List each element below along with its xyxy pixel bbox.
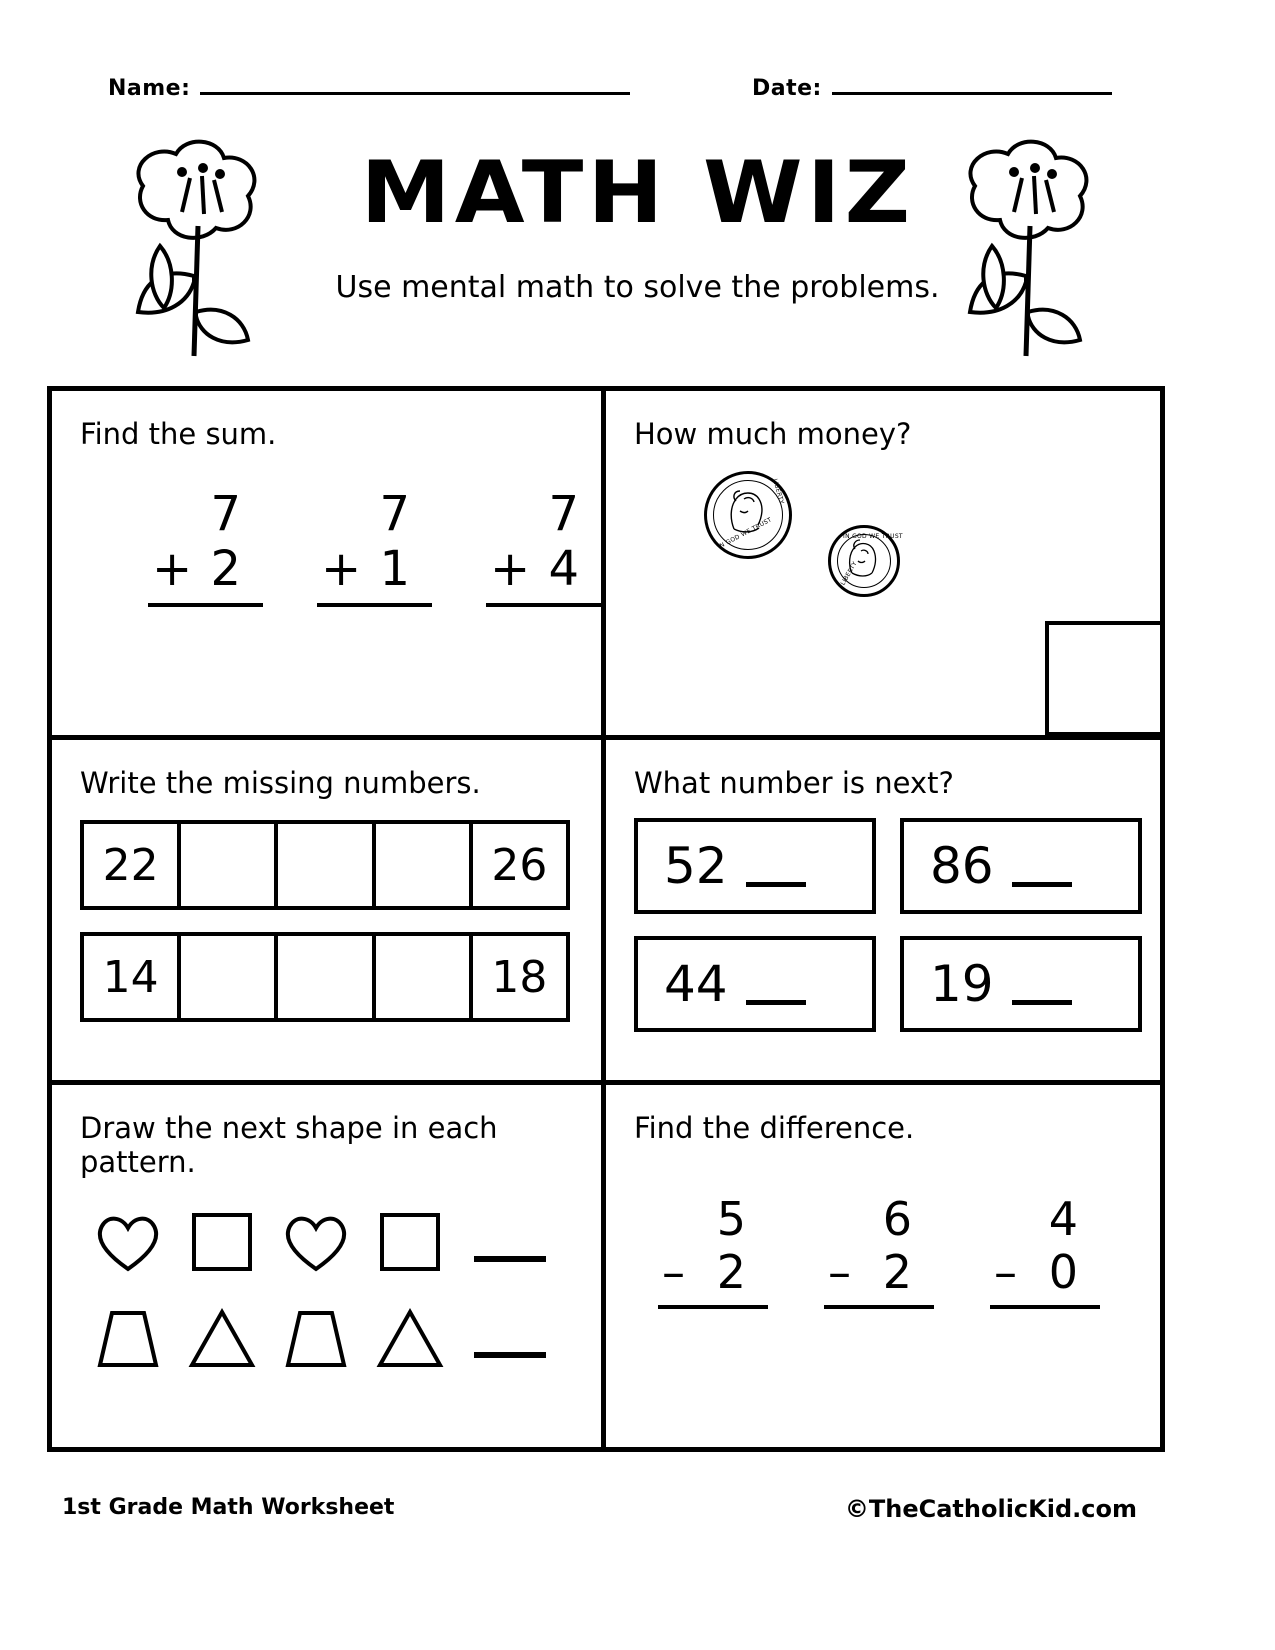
footer-site-credit: ©TheCatholicKid.com xyxy=(844,1495,1137,1523)
penny-liberty: LIBERTY xyxy=(839,560,859,587)
date-field-group xyxy=(752,72,1112,101)
operator-plus: + xyxy=(321,541,362,598)
addend-top: 7 xyxy=(379,486,410,542)
next-number-value: 86 xyxy=(930,837,994,895)
next-number-blank[interactable] xyxy=(746,846,806,887)
section-title-find-sum: Find the sum. xyxy=(80,417,277,451)
trapezoid-icon xyxy=(280,1305,352,1371)
subtrahend: 0 xyxy=(1048,1244,1078,1299)
section-title-find-difference: Find the difference. xyxy=(634,1111,915,1145)
name-input-line[interactable] xyxy=(200,72,630,95)
footer-worksheet-label: 1st Grade Math Worksheet xyxy=(62,1495,395,1520)
number-strip-cell[interactable] xyxy=(181,824,278,906)
title-area xyxy=(0,143,1275,305)
worksheet-grid xyxy=(47,386,1165,1452)
minuend: 5 xyxy=(716,1192,746,1246)
number-strip-cell[interactable] xyxy=(278,824,375,906)
nickel-motto: IN GOD WE TRUST xyxy=(716,516,774,551)
name-field-group xyxy=(108,72,630,101)
subtrahend: 2 xyxy=(882,1244,912,1299)
number-strip-row xyxy=(80,820,570,910)
penny-motto: IN GOD WE TRUST xyxy=(843,533,903,540)
minuend: 6 xyxy=(882,1192,912,1246)
heart-icon xyxy=(92,1209,164,1275)
next-number-box[interactable] xyxy=(900,936,1142,1032)
square-icon xyxy=(186,1209,258,1275)
name-label: Name: xyxy=(108,76,191,101)
addend-bottom: 1 xyxy=(379,541,410,598)
next-number-value: 44 xyxy=(664,955,728,1013)
addition-problem[interactable] xyxy=(317,487,432,607)
number-strip-cell[interactable] xyxy=(278,936,375,1018)
number-strip-cell[interactable]: 14 xyxy=(84,936,181,1018)
footer xyxy=(0,1495,1275,1535)
next-number-blank[interactable] xyxy=(1012,846,1072,887)
number-strip-cell[interactable]: 18 xyxy=(491,951,548,1003)
subtraction-problem[interactable] xyxy=(824,1193,934,1309)
addend-bottom: 4 xyxy=(548,541,579,598)
number-strip-cell[interactable]: 26 xyxy=(491,839,548,891)
pattern-row xyxy=(92,1209,601,1275)
section-title-missing-numbers: Write the missing numbers. xyxy=(80,766,481,800)
next-number-value: 52 xyxy=(664,837,728,895)
operator-minus: – xyxy=(662,1244,685,1299)
section-find-difference xyxy=(606,1085,1160,1447)
page-title: MATH WIZ xyxy=(360,143,915,243)
heart-icon xyxy=(280,1209,352,1275)
addend-top: 7 xyxy=(210,486,241,542)
next-number-box[interactable] xyxy=(634,818,876,914)
section-find-sum xyxy=(52,391,606,740)
subtrahend: 2 xyxy=(716,1244,746,1299)
page-subtitle: Use mental math to solve the problems. xyxy=(335,270,940,305)
next-number-value: 19 xyxy=(930,955,994,1013)
subtraction-problem[interactable] xyxy=(658,1193,768,1309)
square-icon xyxy=(374,1209,446,1275)
triangle-icon xyxy=(186,1305,258,1371)
section-patterns xyxy=(52,1085,606,1447)
next-number-grid xyxy=(634,818,1160,1032)
addition-problems xyxy=(52,487,601,607)
pattern-answer-blank[interactable] xyxy=(474,1222,546,1262)
addition-problem[interactable] xyxy=(148,487,263,607)
next-number-blank[interactable] xyxy=(1012,964,1072,1005)
operator-plus: + xyxy=(152,541,193,598)
subtraction-problems xyxy=(606,1193,1160,1309)
date-label: Date: xyxy=(752,76,822,101)
date-input-line[interactable] xyxy=(832,72,1112,95)
section-title-next-number: What number is next? xyxy=(634,766,954,800)
number-strip-cell[interactable] xyxy=(376,824,473,906)
operator-plus: + xyxy=(490,541,531,598)
subtraction-problem[interactable] xyxy=(990,1193,1100,1309)
section-next-number xyxy=(606,740,1160,1085)
section-title-patterns: Draw the next shape in each pattern. xyxy=(80,1111,498,1179)
operator-minus: – xyxy=(994,1244,1017,1299)
number-strip-cell[interactable] xyxy=(181,936,278,1018)
section-title-money: How much money? xyxy=(634,417,912,451)
number-strip-cell[interactable] xyxy=(376,936,473,1018)
trapezoid-icon xyxy=(92,1305,164,1371)
operator-minus: – xyxy=(828,1244,851,1299)
nickel-coin-icon xyxy=(704,471,792,559)
penny-coin-icon xyxy=(828,525,903,597)
addend-top: 7 xyxy=(548,486,579,542)
next-number-box[interactable] xyxy=(900,818,1142,914)
next-number-blank[interactable] xyxy=(746,964,806,1005)
next-number-box[interactable] xyxy=(634,936,876,1032)
section-money xyxy=(606,391,1160,740)
number-strip-cell[interactable]: 22 xyxy=(84,824,181,906)
addition-problem[interactable] xyxy=(486,487,601,607)
addend-bottom: 2 xyxy=(210,541,241,598)
triangle-icon xyxy=(374,1305,446,1371)
pattern-row xyxy=(92,1305,601,1371)
section-missing-numbers xyxy=(52,740,606,1085)
pattern-answer-blank[interactable] xyxy=(474,1318,546,1358)
coin-group xyxy=(606,451,1160,641)
minuend: 4 xyxy=(1048,1192,1078,1246)
number-strip-row xyxy=(80,932,570,1022)
nickel-liberty: LIBERTY xyxy=(771,477,786,506)
header-fields xyxy=(0,72,1275,112)
money-answer-box[interactable] xyxy=(1045,621,1160,736)
